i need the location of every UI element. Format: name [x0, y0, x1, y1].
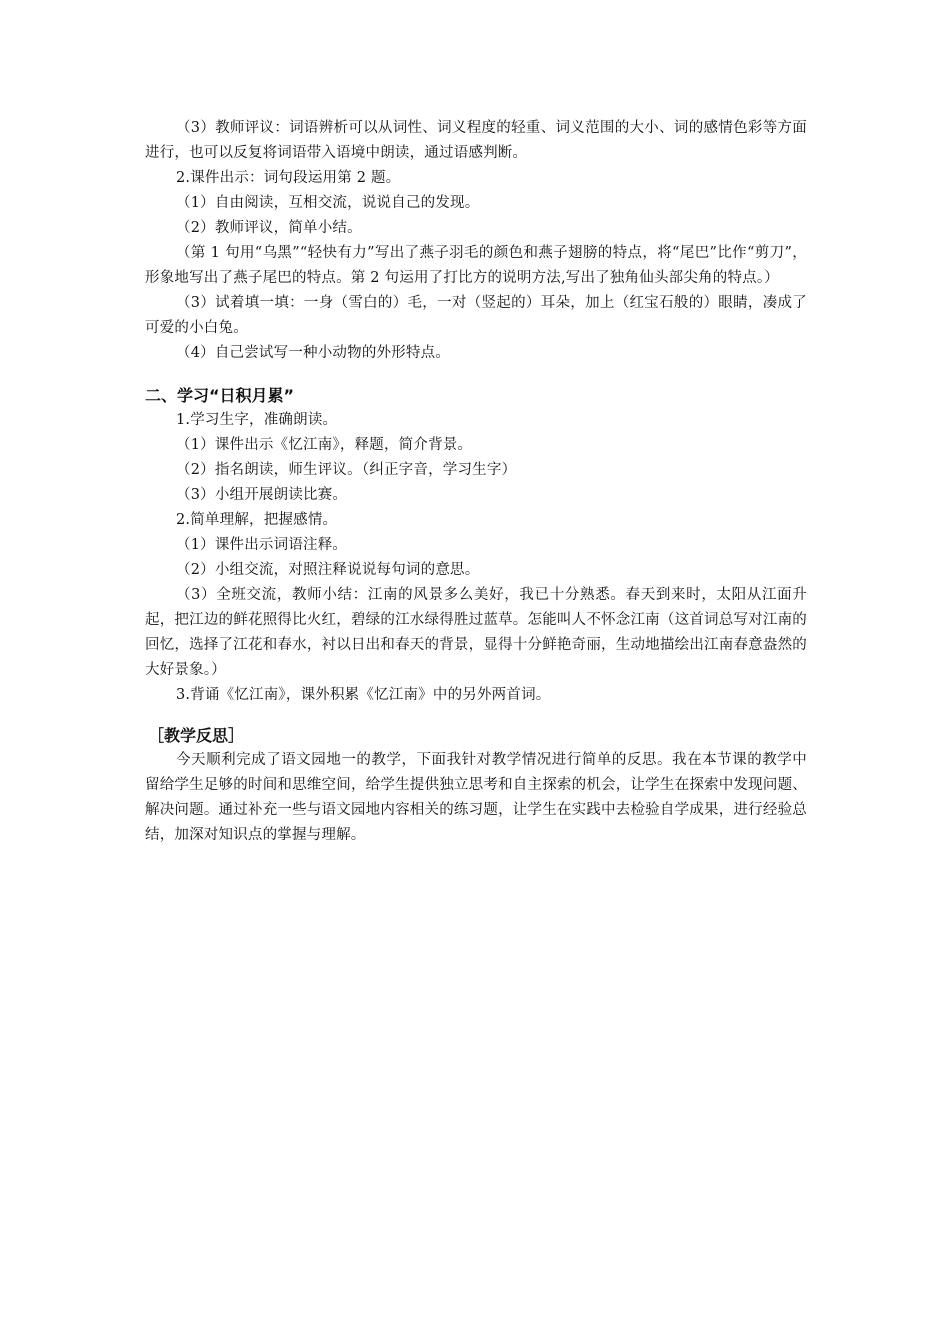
paragraph-class-summary: （3）全班交流，教师小结：江南的风景多么美好，我已十分熟悉。春天到来时，太阳从江面升起，把江边的鲜花照得比火红，碧绿的江水绿得胜过蓝草。怎能叫人不怀念江南（这首词总写对江南的回忆，选择了江花和春水，衬以日出和春天的背景，显得十分鲜艳奇丽，生动地描绘出江南春意盎然的大好景象。） — [145, 587, 807, 678]
section-heading-teaching-reflection: ［教学反思］ — [148, 726, 245, 745]
paragraph-write-animal: （4）自己尝试写一种小动物的外形特点。 — [176, 345, 451, 361]
paragraph-teacher-summary: （2）教师评议，简单小结。 — [176, 220, 362, 236]
paragraph-reading-contest: （3）小组开展朗读比赛。 — [176, 487, 348, 503]
paragraph-free-reading: （1）自由阅读，互相交流，说说自己的发现。 — [176, 195, 480, 211]
section-heading-daily-accumulation: 二、学习“日积月累” — [145, 386, 295, 405]
paragraph-teacher-comment-word-analysis: （3）教师评议：词语辨析可以从词性、词义程度的轻重、词义范围的大小、词的感情色彩等方面进行，也可以反复将词语带入语境中朗读，通过语感判断。 — [145, 120, 807, 161]
paragraph-learn-characters: 1.学习生字，准确朗读。 — [176, 412, 338, 428]
paragraph-recite-poem: 3.背诵《忆江南》，课外积累《忆江南》中的另外两首词。 — [176, 687, 551, 703]
paragraph-word-notes: （1）课件出示词语注释。 — [176, 537, 348, 553]
paragraph-named-reading: （2）指名朗读，师生评议。（纠正字音，学习生字） — [176, 462, 517, 478]
paragraph-courseware-exercise-2: 2.课件出示：词句段运用第 2 题。 — [176, 170, 401, 186]
paragraph-fill-in-exercise: （3）试着填一填：一身（雪白的）毛，一对（竖起的）耳朵，加上（红宝石般的）眼睛，凑成了可爱的小白兔。 — [145, 295, 807, 336]
paragraph-courseware-yijiangnan: （1）课件出示《忆江南》，释题，简介背景。 — [176, 437, 473, 453]
paragraph-reflection: 今天顺利完成了语文园地一的教学，下面我针对教学情况进行简单的反思。我在本节课的教学中留给学生足够的时间和思维空间，给学生提供独立思考和自主探索的机会，让学生在探索中发现问题、解决问题。通过补充一些与语文园地内容相关的练习题，让学生在实践中去检验自学成果，进行经验总结，加深对知识点的掌握与理解。 — [145, 752, 807, 843]
paragraph-sentence-explanation: （第 1 句用“乌黑”“轻快有力”写出了燕子羽毛的颜色和燕子翅膀的特点，将“尾巴”比作“剪刀”，形象地写出了燕子尾巴的特点。第 2 句运用了打比方的说明方法,写出了独角仙头部尖角的特点。） — [145, 245, 807, 286]
paragraph-group-discussion: （2）小组交流，对照注释说说每句词的意思。 — [176, 562, 480, 578]
paragraph-simple-understanding: 2.简单理解，把握感情。 — [176, 512, 338, 528]
document-page — [145, 116, 807, 848]
